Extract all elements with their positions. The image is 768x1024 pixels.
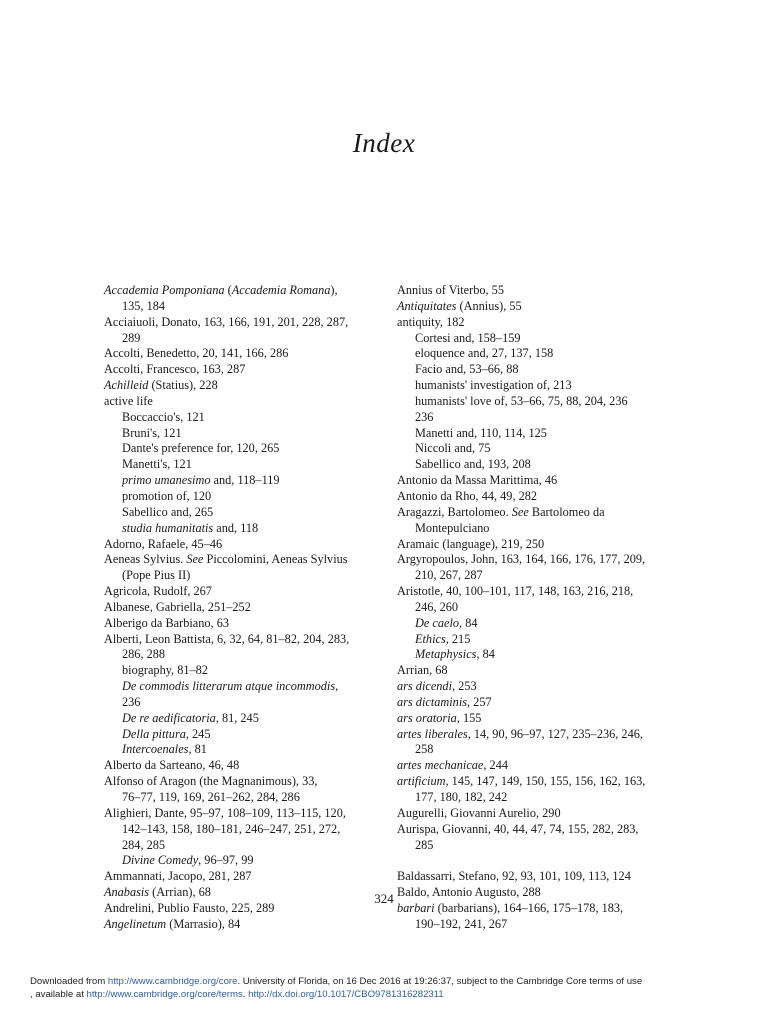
page-title: Index [352,128,416,158]
page-number: 324 [374,891,394,906]
index-subentry [104,426,389,442]
index-entry-text: 135, 184 [122,298,166,313]
index-entry-italic-text: Accademia Pomponiana [104,283,225,297]
index-entry-continuation [397,600,682,616]
cambridge-core-link[interactable]: http://www.cambridge.org/core [107,976,238,987]
index-entry-text: Sabellico and, 193, 208 [415,457,531,472]
index-entry [397,711,682,727]
index-entry-text: , 253 [452,679,477,694]
index-entry-text: Argyropoulos, John, 163, 164, 166, 176, 177, 209, [397,552,646,567]
index-entry-continuation [104,568,389,584]
index-entry-continuation [397,410,682,426]
index-entry-italic-text: Anabasis [104,885,150,900]
index-entry-text: Aragazzi, Bartolomeo. [397,504,512,519]
index-subentry [104,441,389,457]
index-entry [397,679,682,695]
index-entry [397,727,682,743]
index-entry-text: humanists' love of, 53–66, 75, 88, 204, 236 [415,393,628,408]
index-entry-text: Augurelli, Giovanni Aurelio, 290 [397,805,561,820]
index-subentry [104,742,389,758]
index-entry-italic-text: primo umanesimo [122,473,211,488]
index-entry-continuation [397,790,682,806]
index-entry-italic-text: studia humanitatis [122,520,214,535]
index-entry [104,537,389,553]
index-entry-text: , 81 [188,742,207,757]
index-entry-continuation [104,647,389,663]
index-entry [397,695,682,711]
index-entry-text: Bartolomeo da [528,504,605,519]
index-entry-continuation [104,790,389,806]
index-entry-italic-text: De re aedificatoria [122,710,216,725]
index-entry-italic-text: De commodis litterarum atque incommodis [122,679,336,694]
index-entry [397,758,682,774]
index-entry-italic-text: See [511,504,529,519]
index-subentry [104,457,389,473]
index-entry [104,346,389,362]
index-entry-text: Antonio da Massa Marittima, 46 [397,473,558,488]
index-subentry [397,426,682,442]
index-entry-text: 190–192, 241, 267 [415,916,508,931]
index-entry [104,283,389,299]
index-entry-italic-text: Ethics [415,631,446,646]
footer-line-1 [30,975,642,988]
footer-text: . University of Florida, on 16 Dec 2016 at 19:26:37, subject to the Cambridge Core terms of use [237,976,643,987]
index-entry-text: humanists' investigation of, 213 [415,378,572,393]
index-subentry [397,331,682,347]
index-entry-text: 285 [415,837,434,852]
index-entry-text: (Pope Pius II) [122,568,191,583]
index-subentry [104,663,389,679]
index-entry-text: 236 [122,694,141,709]
index-entry-text: Andrelini, Publio Fausto, 225, 289 [104,900,275,915]
index-entry-text: (Marrasio), 84 [166,916,241,931]
index-entry-continuation [104,838,389,854]
index-entry [397,489,682,505]
index-entry [104,552,389,568]
index-entry-italic-text: artes liberales [397,726,468,741]
index-subentry [397,632,682,648]
index-entry-text: , 155 [456,710,482,725]
index-entry-text: Boccaccio's, 121 [122,409,205,424]
index-subentry [397,647,682,663]
index-entry [104,394,389,410]
index-subentry [397,441,682,457]
index-entry-text: , 14, 90, 96–97, 127, 235–236, 246, [467,726,643,741]
index-entry-text: promotion of, 120 [122,488,212,503]
index-entry-text: Manetti and, 110, 114, 125 [415,425,547,440]
index-entry-text: 286, 288 [122,647,166,662]
footer-text: Downloaded from [30,976,108,987]
index-entry-text: Baldo, Antonio Augusto, 288 [397,885,541,900]
footer-line-2 [30,988,642,1001]
index-entry [397,663,682,679]
index-entry [397,537,682,553]
index-entry-text: and, 118–119 [210,473,280,488]
index-entry-text: Niccoli and, 75 [415,441,491,456]
index-entry-text: Acciaiuoli, Donato, 163, 166, 191, 201, 228, 287, [104,314,349,329]
index-subentry [104,410,389,426]
index-entry-text: , 84 [459,615,478,630]
index-entry-text: , 244 [483,758,508,773]
index-entry [397,822,682,838]
index-entry-text: Arrian, 68 [397,663,448,678]
index-entry-text: ( [224,283,232,297]
index-entry-text: , 81, 245 [215,710,259,725]
index-entry-text: (Annius), 55 [456,298,522,313]
index-subentry [104,505,389,521]
index-entry-text: , 84 [476,647,495,662]
index-subentry [397,616,682,632]
index-entry-italic-text: ars dicendi [397,679,452,694]
index-subentry [104,489,389,505]
index-entry-text: 258 [415,742,434,757]
index-entry-italic-text: Achilleid [104,378,149,393]
index-entry-text: Dante's preference for, 120, 265 [122,441,280,456]
index-entry-text: Aramaic (language), 219, 250 [397,536,545,551]
index-entry-continuation [397,917,682,933]
index-entry-continuation [397,838,682,854]
index-entry-continuation [104,822,389,838]
index-column-left [104,283,389,933]
index-entry-text: 210, 267, 287 [415,568,483,583]
index-entry-continuation [104,331,389,347]
index-entry [104,584,389,600]
index-entry-text: 284, 285 [122,837,166,852]
index-entry-text: 76–77, 119, 169, 261–262, 284, 286 [122,790,300,804]
index-entry-text: Montepulciano [415,520,490,535]
index-subentry [397,346,682,362]
index-subentry [104,711,389,727]
index-subentry [397,378,682,394]
index-entry [104,774,389,790]
index-entry-text: antiquity, 182 [397,314,465,329]
index-entry-text: Alberigo da Barbiano, 63 [104,615,229,630]
index-subentry [397,394,682,410]
index-entry [104,362,389,378]
index-entry-text: Aurispa, Giovanni, 40, 44, 47, 74, 155, 282, 283, [397,821,639,836]
index-entry-text: , [335,679,339,694]
index-entry-italic-text: artificium [397,774,446,789]
index-entry-text: Baldassarri, Stefano, 92, 93, 101, 109, 113, 124 [397,869,631,884]
index-entry-text: Ammannati, Jacopo, 281, 287 [104,869,252,884]
index-entry-text: Facio and, 53–66, 88 [415,362,519,377]
index-subentry [104,473,389,489]
index-entry-text: Alberto da Sarteano, 46, 48 [104,758,240,773]
index-entry [104,616,389,632]
index-entry-text: , 145, 147, 149, 150, 155, 156, 162, 163, [445,774,646,789]
index-entry-text: ), [330,283,338,297]
index-entry-text: 177, 180, 182, 242 [415,790,508,804]
index-entry-italic-text: ars dictaminis [397,694,468,709]
index-entry-text: Alfonso of Aragon (the Magnanimous), 33, [104,774,318,789]
index-column-right [397,283,682,933]
index-subentry [104,853,389,869]
index-entry-text: eloquence and, 27, 137, 158 [415,346,554,361]
index-entry-text: Albanese, Gabriella, 251–252 [104,599,251,614]
download-footer [30,975,642,1001]
index-entry-italic-text: Intercoenales [122,742,189,757]
index-entry-italic-text: See [186,552,204,567]
index-entry-italic-text: Della pittura [122,726,186,741]
index-entry-text: , 245 [185,726,211,741]
index-subentry [104,727,389,743]
index-entry [397,473,682,489]
index-entry-text: and, 118 [213,520,259,535]
doi-link[interactable]: http://dx.doi.org/10.1017/CBO9781316282311 [248,989,444,1000]
index-entry [397,806,682,822]
index-entry-text: 142–143, 158, 180–181, 246–247, 251, 272, [122,821,341,836]
index-entry-italic-text: ars oratoria [397,710,457,725]
index-entry [104,917,389,933]
index-entry-text: , 257 [467,694,492,709]
index-entry-continuation [397,521,682,537]
index-entry-text: (Arrian), 68 [149,885,211,900]
index-entry-text: Sabellico and, 265 [122,504,214,519]
index-entry-text: Agricola, Rudolf, 267 [104,584,212,599]
index-entry [104,315,389,331]
index-entry-text: Bruni's, 121 [122,425,182,440]
index-subentry [397,457,682,473]
index-entry-text: 289 [122,330,141,345]
index-entry [397,584,682,600]
index-entry [104,806,389,822]
index-entry-italic-text: Accademia Romana [231,283,331,297]
terms-link[interactable]: http://www.cambridge.org/core/terms [86,989,243,1000]
index-entry-text: (barbarians), 164–166, 175–178, 183, [434,900,624,915]
index-entry-text: Alighieri, Dante, 95–97, 108–109, 113–115, 120, [104,805,346,820]
index-entry-italic-text: Angelinetum [104,916,167,931]
index-entry [397,315,682,331]
index-entry-text: Annius of Viterbo, 55 [397,283,504,297]
index-entry-text: Manetti's, 121 [122,457,192,472]
index-subentry [104,521,389,537]
index-entry-italic-text: barbari [397,900,435,915]
index-entry-italic-text: De caelo [415,615,460,630]
footer-text: . [242,989,249,1000]
index-entry-text: Cortesi and, 158–159 [415,330,521,345]
index-entry [397,869,682,885]
index-entry [104,758,389,774]
index-entry [104,632,389,648]
index-subentry [397,362,682,378]
index-entry [104,378,389,394]
index-entry-italic-text: Metaphysics [415,647,477,662]
index-entry-italic-text: Divine Comedy [122,853,199,868]
index-entry-text: Alberti, Leon Battista, 6, 32, 64, 81–82, 204, 283, [104,631,350,646]
index-entry-continuation [104,299,389,315]
index-entry-text: , 215 [445,631,471,646]
index-entry [397,552,682,568]
index-entry-text: Adorno, Rafaele, 45–46 [104,536,223,551]
footer-text: , available at [30,989,87,1000]
index-entry-text: Aeneas Sylvius. [104,552,187,567]
index-entry-text: Accolti, Benedetto, 20, 141, 166, 286 [104,346,289,361]
index-entry-text: 236 [415,409,434,424]
index-entry [397,505,682,521]
index-entry-text: Piccolomini, Aeneas Sylvius [203,552,348,567]
index-entry-continuation [397,568,682,584]
index-entry-text: Accolti, Francesco, 163, 287 [104,362,246,377]
index-entry-text: Antonio da Rho, 44, 49, 282 [397,488,538,503]
index-entry-text: active life [104,393,153,408]
index-entry [397,283,682,299]
index-entry [104,869,389,885]
index-entry-text: , 96–97, 99 [198,853,254,868]
index-entry-text: (Statius), 228 [148,378,218,393]
index-entry-italic-text: artes mechanicae [397,758,484,773]
index-entry [397,774,682,790]
index-entry [104,600,389,616]
index-entry-text: 246, 260 [415,599,459,614]
index-entry-continuation [397,742,682,758]
index-entry [397,299,682,315]
index-entry-italic-text: Antiquitates [397,298,457,313]
index-entry-text: biography, 81–82 [122,663,208,678]
index-entry-text: Aristotle, 40, 100–101, 117, 148, 163, 216, 218, [397,584,634,599]
index-entry-continuation [104,695,389,711]
index-subentry [104,679,389,695]
